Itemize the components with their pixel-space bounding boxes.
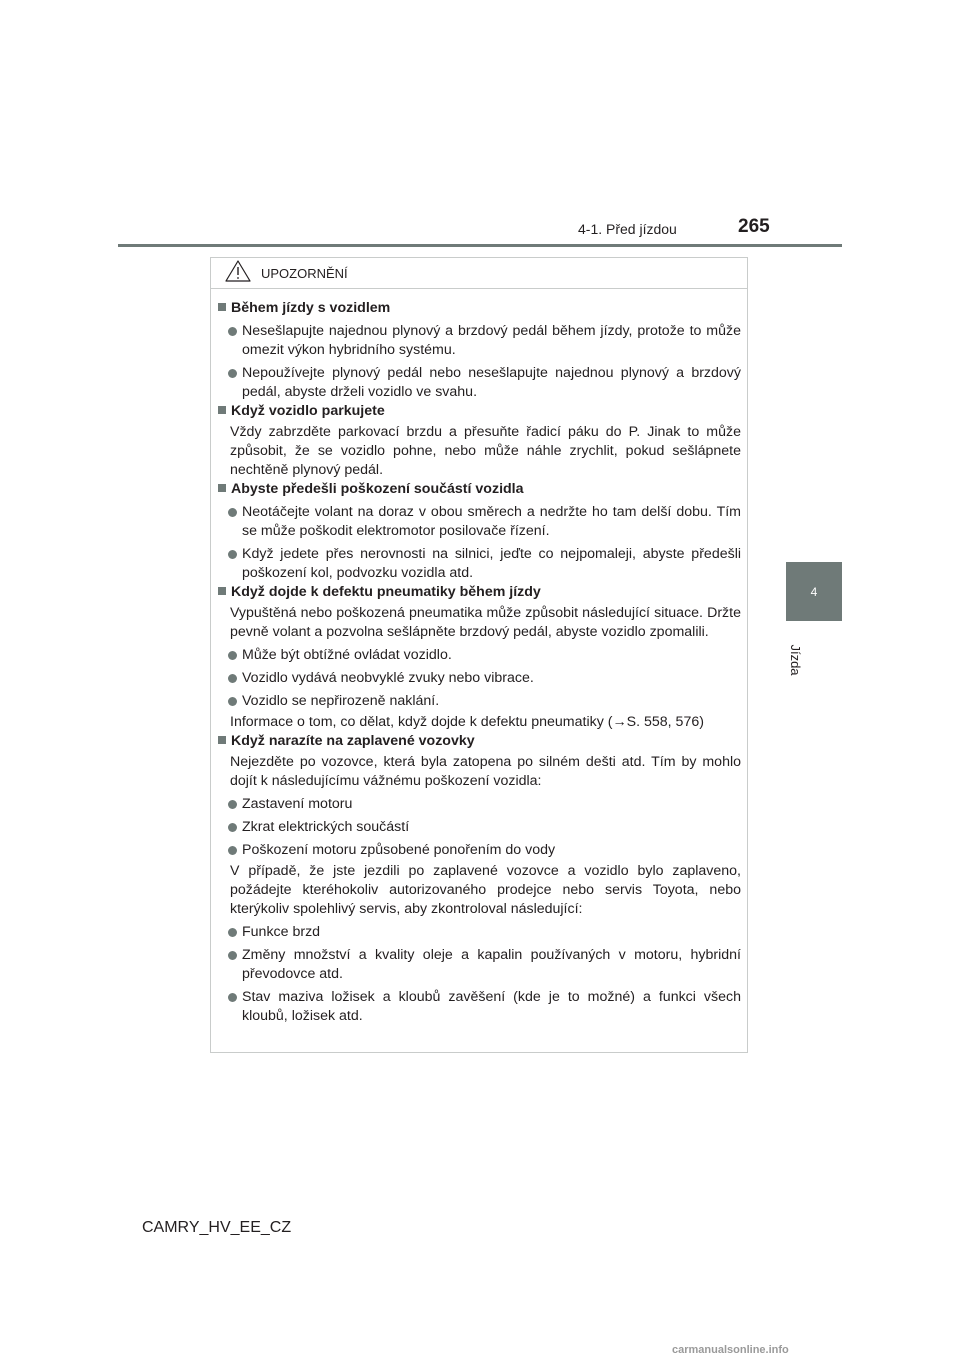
section-square-icon [218, 587, 226, 595]
warning-body [211, 289, 747, 1026]
bullet-item [218, 322, 741, 360]
bullet-item [218, 545, 741, 583]
bullet-dot-icon [228, 846, 237, 855]
bullet-text: Zkrat elektrických součástí [242, 819, 410, 835]
bullet-text: Nepoužívejte plynový pedál nebo nesešlapujte najednou plynový a brzdový pedál, abyste drželi vozidlo ve svahu. [242, 365, 741, 400]
section-heading [218, 402, 741, 421]
bullet-item [218, 364, 741, 402]
page-number: 265 [738, 216, 770, 237]
bullet-dot-icon [228, 823, 237, 832]
bullet-item [218, 841, 741, 860]
bullet-text: Funkce brzd [242, 924, 321, 940]
bullet-text: Když jedete přes nerovnosti na silnici, jeďte co nejpomaleji, abyste předešli poškození kol, podvozku vozidla atd. [242, 546, 741, 581]
bullet-item [218, 818, 741, 837]
section-square-icon [218, 303, 226, 311]
header-rule [118, 244, 842, 247]
chapter-tab [786, 562, 842, 621]
warning-section [218, 480, 741, 583]
paragraph: Vždy zabrzděte parkovací brzdu a přesuňte řadicí páku do P. Jinak to může způsobit, že se vozidlo pohne, nebo může náhle zrychlit, pokud sešlápnete nechtěně plynový pedál. [230, 424, 741, 478]
bullet-item [218, 923, 741, 942]
bullet-text: Změny množství a kvality oleje a kapalin používaných v motoru, hybridní převodovce atd. [242, 947, 741, 982]
bullet-dot-icon [228, 800, 237, 809]
warning-section [218, 732, 741, 1026]
bullet-dot-icon [228, 928, 237, 937]
bullet-text: Zastavení motoru [242, 796, 353, 812]
bullet-text: Poškození motoru způsobené ponořením do vody [242, 842, 556, 858]
section-heading [218, 732, 741, 751]
section-title: Abyste předešli poškození součástí vozidla [231, 481, 524, 497]
bullet-dot-icon [228, 369, 237, 378]
bullet-dot-icon [228, 674, 237, 683]
bullet-item [218, 795, 741, 814]
warning-section [218, 583, 741, 732]
bullet-text: Nesešlapujte najednou plynový a brzdový pedál během jízdy, protože to může omezit výkon hybridního systému. [242, 323, 741, 358]
section-heading [218, 583, 741, 602]
bullet-item [218, 646, 741, 665]
section-title: Když narazíte na zaplavené vozovky [231, 733, 475, 749]
paragraph: Informace o tom, co dělat, když dojde k defektu pneumatiky (→S. 558, 576) [230, 714, 704, 730]
bullet-text: Neotáčejte volant na doraz v obou směrech a nedržte ho tam delší dobu. Tím se může poškodit elektromotor posilovače řízení. [242, 504, 741, 539]
section-square-icon [218, 736, 226, 744]
bullet-text: Stav maziva ložisek a kloubů zavěšení (kde je to možné) a funkci všech kloubů, ložisek atd. [242, 989, 741, 1024]
paragraph: V případě, že jste jezdili po zaplavené vozovce a vozidlo bylo zaplaveno, požádejte kteréhokoliv autorizovaného prodejce nebo servis Toyota, nebo kterýkoliv spolehlivý servis, aby zkontroloval následující: [230, 863, 741, 917]
bullet-dot-icon [228, 508, 237, 517]
warning-header [211, 258, 747, 289]
bullet-text: Může být obtížné ovládat vozidlo. [242, 647, 452, 663]
paragraph: Vypuštěná nebo poškozená pneumatika může způsobit následující situace. Držte pevně volant a pozvolna sešlápněte brzdový pedál, abyste vozidlo zpomalili. [230, 605, 741, 640]
bullet-dot-icon [228, 327, 237, 336]
section-square-icon [218, 406, 226, 414]
bullet-dot-icon [228, 993, 237, 1002]
warning-box [210, 257, 748, 1053]
bullet-text: Vozidlo se nepřirozeně naklání. [242, 693, 440, 709]
chapter-label: Jízda [788, 644, 804, 676]
warning-section [218, 299, 741, 402]
bullet-item [218, 988, 741, 1026]
bullet-text: Vozidlo vydává neobvyklé zvuky nebo vibrace. [242, 670, 534, 686]
header-section-title: 4-1. Před jízdou [578, 221, 677, 237]
warning-title: UPOZORNĚNÍ [261, 265, 348, 281]
bullet-item [218, 669, 741, 688]
section-heading [218, 299, 741, 318]
section-heading [218, 480, 741, 499]
bullet-dot-icon [228, 697, 237, 706]
bullet-item [218, 503, 741, 541]
document-code: CAMRY_HV_EE_CZ [142, 1219, 292, 1236]
section-title: Když dojde k defektu pneumatiky během jízdy [231, 584, 541, 600]
bullet-item [218, 946, 741, 984]
bullet-item [218, 692, 741, 711]
section-title: Během jízdy s vozidlem [231, 300, 391, 316]
section-title: Když vozidlo parkujete [231, 403, 385, 419]
warning-section [218, 402, 741, 480]
watermark: carmanualsonline.info [672, 1344, 789, 1356]
warning-triangle-icon [225, 260, 251, 287]
section-square-icon [218, 484, 226, 492]
bullet-dot-icon [228, 951, 237, 960]
bullet-dot-icon [228, 550, 237, 559]
bullet-dot-icon [228, 651, 237, 660]
chapter-number: 4 [810, 584, 818, 599]
paragraph: Nejezděte po vozovce, která byla zatopena po silném dešti atd. Tím by mohlo dojít k následujícímu vážnému poškození vozidla: [230, 754, 741, 789]
